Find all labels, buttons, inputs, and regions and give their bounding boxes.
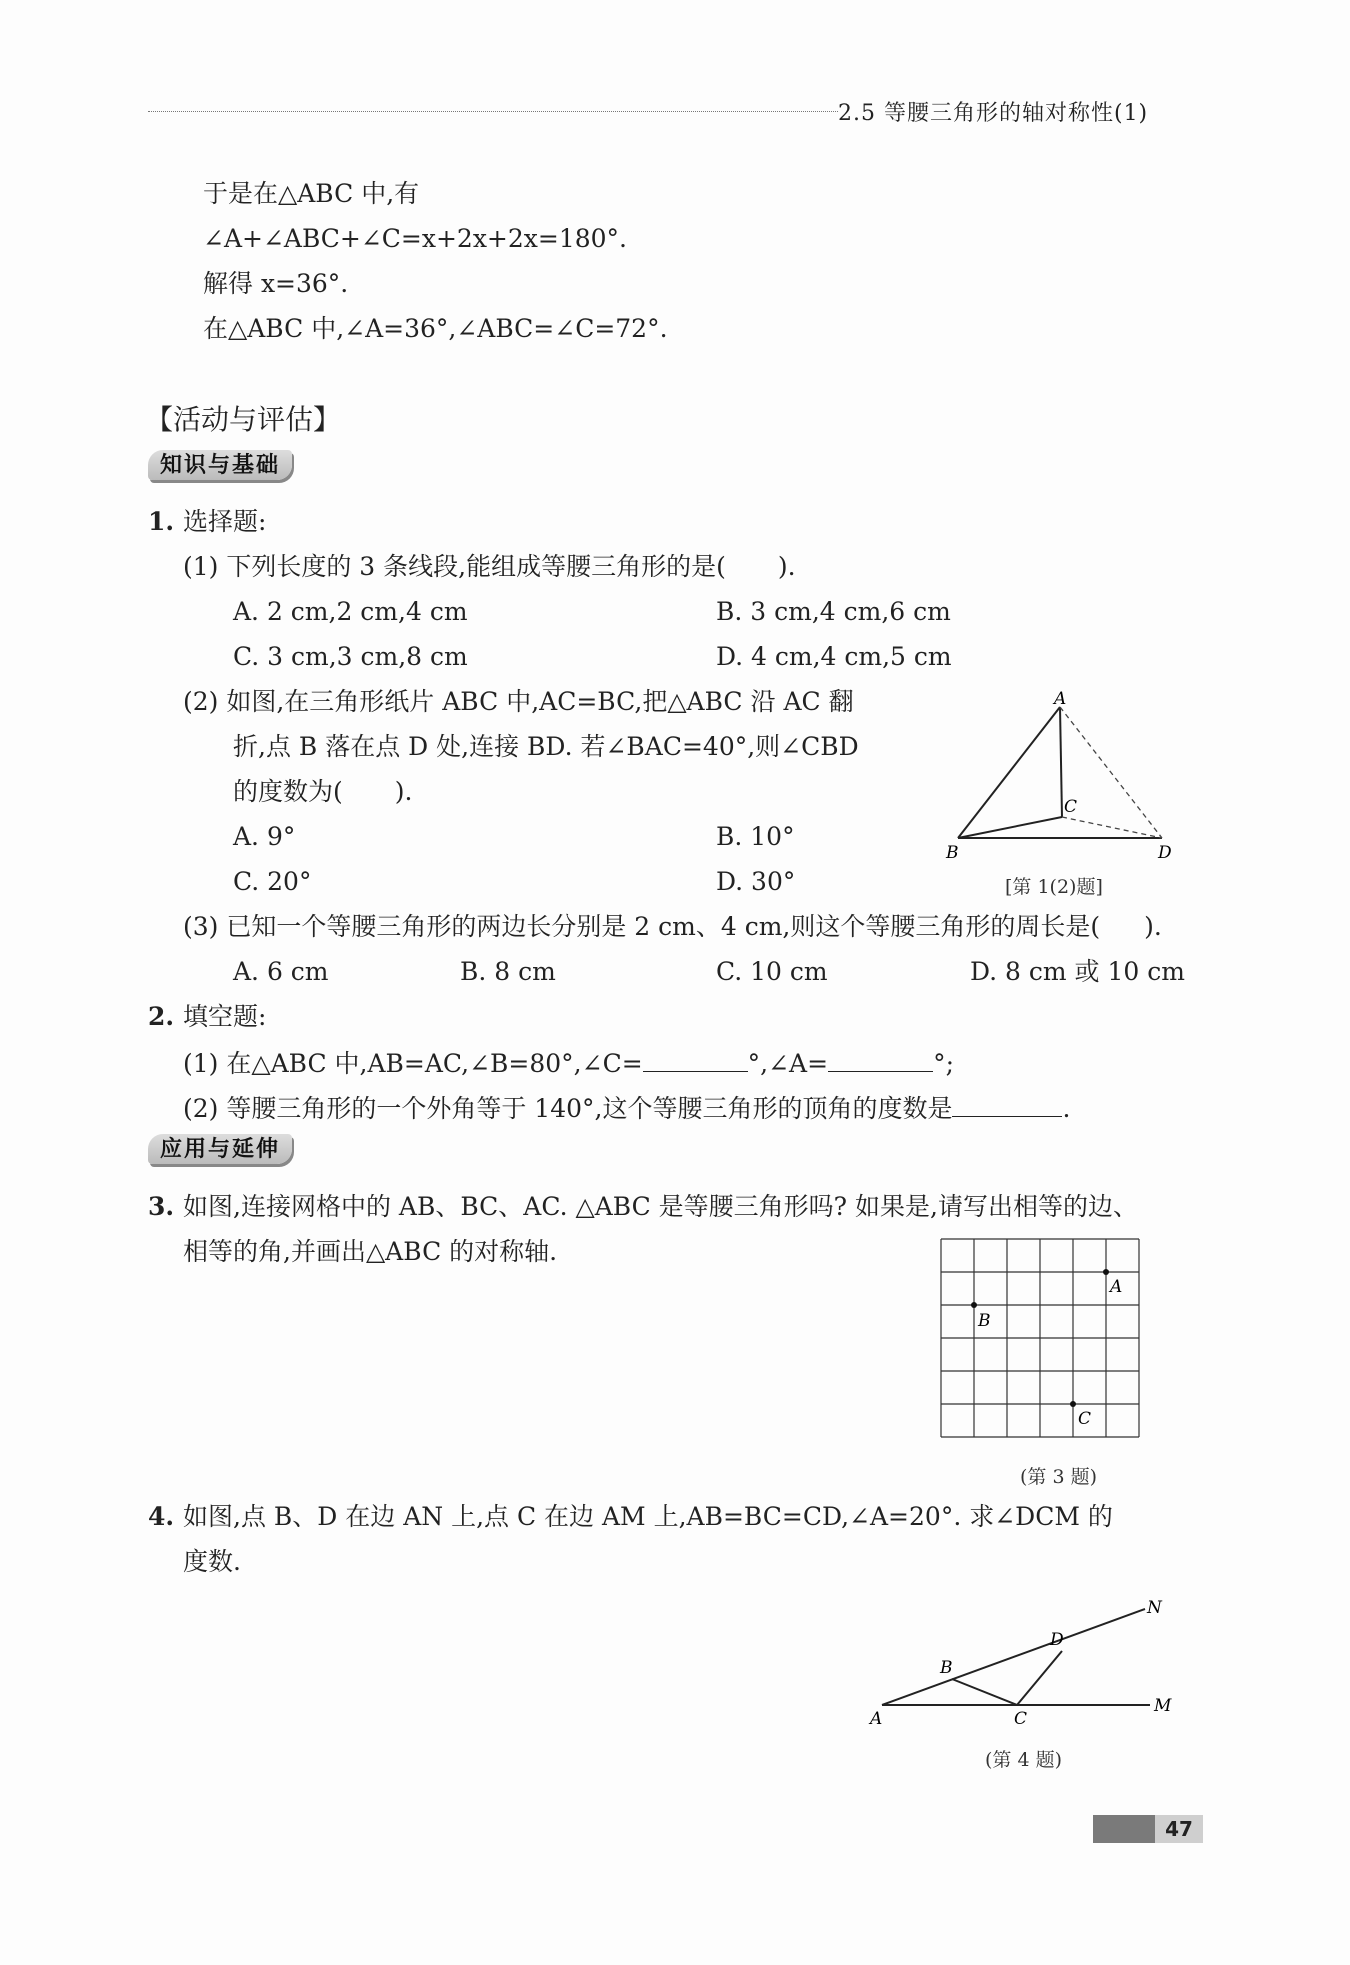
segment-bc bbox=[958, 817, 1062, 838]
q1-3-option-a: A. 6 cm bbox=[233, 957, 329, 986]
q4-number: 4. bbox=[148, 1502, 175, 1531]
q3-line-1: 如图,连接网格中的 AB、BC、AC. △ABC 是等腰三角形吗? 如果是,请写出相等的边、 bbox=[183, 1192, 1138, 1221]
point-c bbox=[1070, 1401, 1076, 1407]
point-a bbox=[1103, 1269, 1109, 1275]
ray-an bbox=[882, 1609, 1145, 1705]
segment-bc bbox=[952, 1679, 1017, 1705]
label-c: C bbox=[1064, 797, 1078, 817]
q1-2-option-d: D. 30° bbox=[716, 867, 796, 896]
label-c: C bbox=[1078, 1409, 1092, 1429]
grid-lines bbox=[941, 1239, 1139, 1437]
solution-line-3: 解得 x=36°. bbox=[203, 269, 349, 298]
figure-q1-2-triangle bbox=[940, 690, 1190, 860]
segment-cd-dashed bbox=[1062, 817, 1162, 838]
q2-1-blank-a[interactable] bbox=[828, 1045, 933, 1072]
header-rule bbox=[148, 111, 838, 112]
section-tag-application: 应用与延伸 bbox=[148, 1134, 292, 1164]
q1-2-option-a: A. 9° bbox=[233, 822, 296, 851]
figure-q4-angle bbox=[860, 1595, 1190, 1730]
segment-ad-dashed bbox=[1060, 707, 1162, 838]
label-m: M bbox=[1154, 1696, 1172, 1716]
label-n: N bbox=[1147, 1598, 1162, 1618]
q2-1-blank-c[interactable] bbox=[643, 1045, 748, 1072]
label-c: C bbox=[1014, 1709, 1028, 1729]
q1-2-line-2: 折,点 B 落在点 D 处,连接 BD. 若∠BAC=40°,则∠CBD bbox=[233, 732, 859, 761]
q1-1-stem: (1) 下列长度的 3 条线段,能组成等腰三角形的是( ). bbox=[183, 552, 796, 581]
q1-2-line-1: (2) 如图,在三角形纸片 ABC 中,AC=BC,把△ABC 沿 AC 翻 bbox=[183, 687, 854, 716]
segment-ab bbox=[958, 707, 1060, 838]
activity-title: 【活动与评估】 bbox=[145, 403, 342, 436]
point-b bbox=[971, 1302, 977, 1308]
q1-title: 选择题: bbox=[183, 507, 267, 536]
q4-line-2: 度数. bbox=[183, 1547, 241, 1576]
q4-line-1: 如图,点 B、D 在边 AN 上,点 C 在边 AM 上,AB=BC=CD,∠A=20°. 求∠DCM 的 bbox=[183, 1502, 1113, 1531]
q1-2-line-3: 的度数为( ). bbox=[233, 777, 413, 806]
solution-line-4: 在△ABC 中,∠A=36°,∠ABC=∠C=72°. bbox=[203, 314, 668, 343]
caption-q4: (第 4 题) bbox=[985, 1749, 1062, 1771]
q2-number: 2. bbox=[148, 1002, 175, 1031]
q2-1-stem: (1) 在△ABC 中,AB=AC,∠B=80°,∠C= °,∠A= °; bbox=[183, 1045, 954, 1081]
q1-1-option-c: C. 3 cm,3 cm,8 cm bbox=[233, 642, 468, 671]
q1-2-option-c: C. 20° bbox=[233, 867, 312, 896]
label-a: A bbox=[870, 1709, 883, 1729]
solution-line-1: 于是在△ABC 中,有 bbox=[203, 179, 420, 208]
q1-2-option-b: B. 10° bbox=[716, 822, 795, 851]
section-tag-knowledge: 知识与基础 bbox=[148, 450, 292, 480]
q2-title: 填空题: bbox=[183, 1002, 267, 1031]
chapter-header: 2.5 等腰三角形的轴对称性(1) bbox=[838, 101, 1149, 126]
q1-1-option-a: A. 2 cm,2 cm,4 cm bbox=[233, 597, 468, 626]
label-b: B bbox=[946, 843, 959, 860]
segment-cd bbox=[1017, 1651, 1062, 1705]
q1-number: 1. bbox=[148, 507, 175, 536]
label-d: D bbox=[1158, 843, 1172, 860]
q1-3-option-d: D. 8 cm 或 10 cm bbox=[970, 957, 1185, 986]
q3-line-2: 相等的角,并画出△ABC 的对称轴. bbox=[183, 1237, 558, 1266]
q1-3-option-c: C. 10 cm bbox=[716, 957, 828, 986]
caption-q3: (第 3 题) bbox=[1020, 1466, 1097, 1488]
solution-line-2: ∠A+∠ABC+∠C=x+2x+2x=180°. bbox=[203, 224, 627, 253]
label-b: B bbox=[978, 1311, 991, 1331]
q2-2-blank[interactable] bbox=[952, 1090, 1062, 1117]
page-number: 47 bbox=[1155, 1815, 1203, 1843]
label-a: A bbox=[1110, 1277, 1123, 1297]
figure-q3-grid bbox=[940, 1238, 1140, 1440]
q3-number: 3. bbox=[148, 1192, 175, 1221]
q1-1-option-d: D. 4 cm,4 cm,5 cm bbox=[716, 642, 952, 671]
caption-q1-2: [第 1(2)题] bbox=[1005, 876, 1103, 898]
label-b: B bbox=[940, 1658, 953, 1678]
label-a: A bbox=[1054, 690, 1067, 709]
q2-2-stem: (2) 等腰三角形的一个外角等于 140°,这个等腰三角形的顶角的度数是 . bbox=[183, 1090, 1070, 1126]
segment-ac bbox=[1060, 707, 1062, 817]
q1-3-stem: (3) 已知一个等腰三角形的两边长分别是 2 cm、4 cm,则这个等腰三角形的周长是( ). bbox=[183, 912, 1162, 941]
q1-3-option-b: B. 8 cm bbox=[460, 957, 556, 986]
q1-1-option-b: B. 3 cm,4 cm,6 cm bbox=[716, 597, 951, 626]
label-d: D bbox=[1050, 1630, 1064, 1650]
